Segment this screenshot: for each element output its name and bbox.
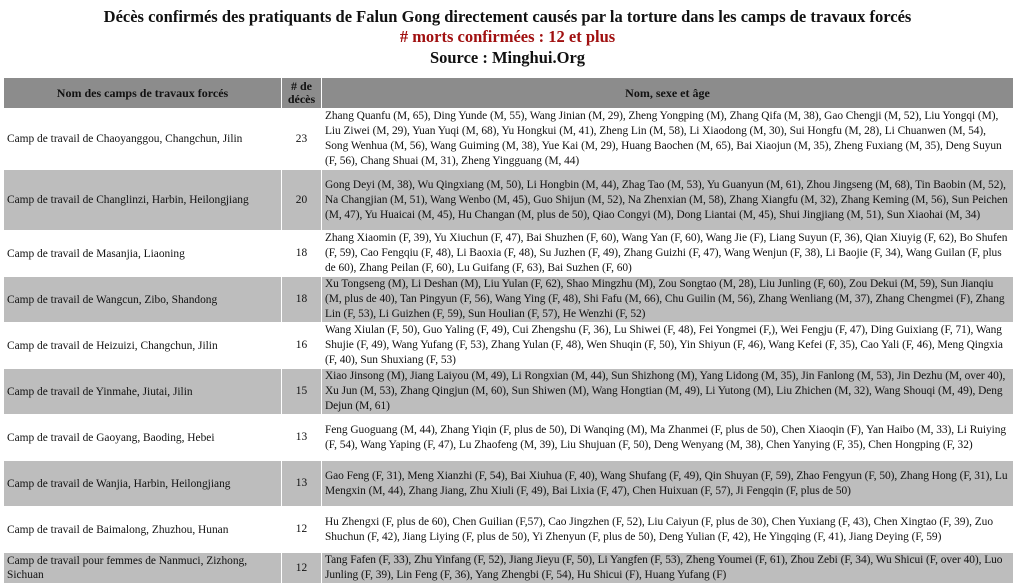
victim-names: Wang Xiulan (F, 50), Guo Yaling (F, 49), Cui Zhengshu (F, 36), Lu Shiwei (F, 48), Fei Yongmei (F,), Wei Fengju (F, 47), Ding Guixiang (F, 71), Wang Shujie (F, 49), Wang Yufang (F, 53), Zhang Yulan (F, 48), Wen Shuqin (F, 50), Yin Shiyun (F, 46), Wang Kefei (F, 35), Cao Yali (F, 46), Meng Qingxia (F, 40), Sun Shuxiang (F, 53) [322,323,1014,369]
death-count: 16 [282,323,322,369]
death-count: 18 [282,277,322,323]
victim-names: Zhang Quanfu (M, 65), Ding Yunde (M, 55), Wang Jinian (M, 29), Zheng Yongping (M), Zhang Qifa (M, 38), Gao Chengji (M, 52), Liu Yongqi (M), Liu Ziwei (M, 29), Yuan Yuqi (M, 68), Yu Hongkui (M, 41), Zheng Lin (M, 58), Li Xiaodong (M, 30), Sui Hongfu (M, 28), Li Chuanwen (M, 54), Song Wenhua (M, 56), Wang Guiming (M, 38), Yue Kai (M, 29), Huang Baochen (M, 65), Bai Xiaojun (M, 35), Zheng Fuxiang (M, 35), Deng Suyun (F, 56), Chang Shuai (M, 31), Zheng Yingguang (M, 44) [322,109,1014,170]
table-row [4,507,1014,553]
camp-name: Camp de travail de Changlinzi, Harbin, Heilongjiang [4,170,282,231]
table-row [4,369,1014,415]
camp-name: Camp de travail de Masanjia, Liaoning [4,231,282,277]
column-header-camp: Nom des camps de travaux forcés [4,78,282,109]
camp-name: Camp de travail de Baimalong, Zhuzhou, Hunan [4,507,282,553]
death-count: 23 [282,109,322,170]
death-count: 12 [282,553,322,584]
death-count: 13 [282,415,322,461]
table-row [4,323,1014,369]
death-count: 12 [282,507,322,553]
victim-names: Zhang Xiaomin (F, 39), Yu Xiuchun (F, 47), Bai Shuzhen (F, 60), Wang Yan (F, 60), Wang Jie (F), Liang Suyun (F, 36), Qian Xiuyig (F, 62), Bo Shufen (F, 59), Cao Fengqiu (F, 48), Li Baoxia (F, 48), Su Juzhen (F, 49), Zhang Guizhi (F, 47), Wang Wenjun (F, 38), Li Baojie (F, 34), Wang Guilan (F, plus de 60), Zhang Peilan (F, 60), Lu Guifang (F, 63), Bai Suzhen (F, 60) [322,231,1014,277]
page-subtitle: # morts confirmées : 12 et plus [399,27,616,46]
table-row [4,277,1014,323]
death-count: 20 [282,170,322,231]
victim-names: Feng Guoguang (M, 44), Zhang Yiqin (F, plus de 50), Di Wanqing (M), Ma Zhanmei (F, plus de 50), Chen Xiaoqin (F), Yan Haibo (M, 33), Li Ruiying (F, 54), Wang Yaping (F, 47), Lu Zhaofeng (M, 39), Liu Shujuan (F, 50), Deng Wenyang (M, 38), Chen Yanying (F, 35), Chen Hongping (F, 32) [322,415,1014,461]
victim-names: Xu Tongseng (M), Li Deshan (M), Liu Yulan (F, 62), Shao Mingzhu (M), Zou Songtao (M, 28), Liu Junling (F, 60), Zou Dekui (M, 59), Sun Jianqiu (M, plus de 40), Tan Pingyun (F, 56), Wang Ying (F, 48), Shi Fafu (M, 66), Chu Guilin (M, 56), Zhang Wenliang (M, 37), Zhang Chengmei (F), Zhang Lin (F, 53), Li Guizhen (F, 59), Sun Houlian (F, 57), He Wenzhi (F, 52) [322,277,1014,323]
camp-name: Camp de travail de Wangcun, Zibo, Shandong [4,277,282,323]
victim-names: Tang Fafen (F, 33), Zhu Yinfang (F, 52), Jiang Jieyu (F, 50), Li Yangfen (F, 53), Zheng Youmei (F, 61), Zhou Zebi (F, 34), Wu Shicui (F, over 40), Luo Junling (F, 39), Lin Feng (F, 36), Yang Zhengbi (F, 54), Hu Shicui (F), Huang Yufang (F) [322,553,1014,584]
camp-name: Camp de travail de Heizuizi, Changchun, Jilin [4,323,282,369]
source-line: Source : Minghui.Org [429,48,586,67]
death-count: 15 [282,369,322,415]
camp-name: Camp de travail de Yinmahe, Jiutai, Jilin [4,369,282,415]
death-count: 13 [282,461,322,507]
table-row [4,553,1014,584]
death-count: 18 [282,231,322,277]
victim-names: Xiao Jinsong (M), Jiang Laiyou (M, 49), Li Rongxian (M, 44), Sun Shizhong (M), Yang Lidong (M, 35), Jin Fanlong (M, 53), Jin Dezhu (M, over 40), Xu Jun (M, 53), Zhang Qingjun (M, 60), Sun Shiwen (M), Wang Hongtian (M, 49), Li Yutong (M), Liu Zhichen (M, 32), Wang Shouqi (M, 49), Deng Dejun (M, 61) [322,369,1014,415]
table-row [4,415,1014,461]
deaths-table [3,77,1014,584]
table-row [4,461,1014,507]
column-header-deaths: # de décès [282,78,322,109]
page-title: Décès confirmés des pratiquants de Falun Gong directement causés par la torture dans les camps de travaux forcés [103,7,912,26]
victim-names: Hu Zhengxi (F, plus de 60), Chen Guilian (F,57), Cao Jingzhen (F, 52), Liu Caiyun (F, plus de 30), Chen Yuxiang (F, 43), Chen Xingtao (F, 39), Zuo Shuchun (F, 42), Jiang Liying (F, plus de 50), Yi Zhenyun (F, plus de 50), Deng Yulian (F, 42), He Yingqing (F, 41), Jiang Deying (F, 59) [322,507,1014,553]
page-header [0,0,1015,68]
table-row [4,231,1014,277]
victim-names: Gong Deyi (M, 38), Wu Qingxiang (M, 50), Li Hongbin (M, 44), Zhag Tao (M, 53), Yu Guanyun (M, 61), Zhou Jingseng (M, 68), Tin Baobin (M, 52), Na Changjian (M, 51), Wang Wenbo (M, 45), Guo Shijun (M, 52), Na Zhenxian (M, 58), Zhang Xiangfu (M, 32), Zhang Keming (M, 56), Sun Peichen (M, 47), Yu Huaicai (M, 45), Hu Changan (M, plus de 50), Qiao Congyi (M), Dong Liantai (M, 45), Shui Jingjiang (M, 51), Sun Xiaohai (M, 34) [322,170,1014,231]
camp-name: Camp de travail de Chaoyanggou, Changchun, Jilin [4,109,282,170]
camp-name: Camp de travail de Gaoyang, Baoding, Hebei [4,415,282,461]
table-row [4,170,1014,231]
camp-name: Camp de travail pour femmes de Nanmuci, Zizhong, Sichuan [4,553,282,584]
column-header-names: Nom, sexe et âge [322,78,1014,109]
camp-name: Camp de travail de Wanjia, Harbin, Heilongjiang [4,461,282,507]
table-row [4,109,1014,170]
victim-names: Gao Feng (F, 31), Meng Xianzhi (F, 54), Bai Xiuhua (F, 40), Wang Shufang (F, 49), Qin Shuyan (F, 59), Zhao Fengyun (F, 50), Zhang Hong (F, 31), Lu Mengxin (M, 44), Zhang Jiang, Zhu Xiuli (F, 49), Bai Lixia (F, 47), Chen Huixuan (F, 57), Ji Fengqin (F, plus de 50) [322,461,1014,507]
table-header-row [4,78,1014,109]
